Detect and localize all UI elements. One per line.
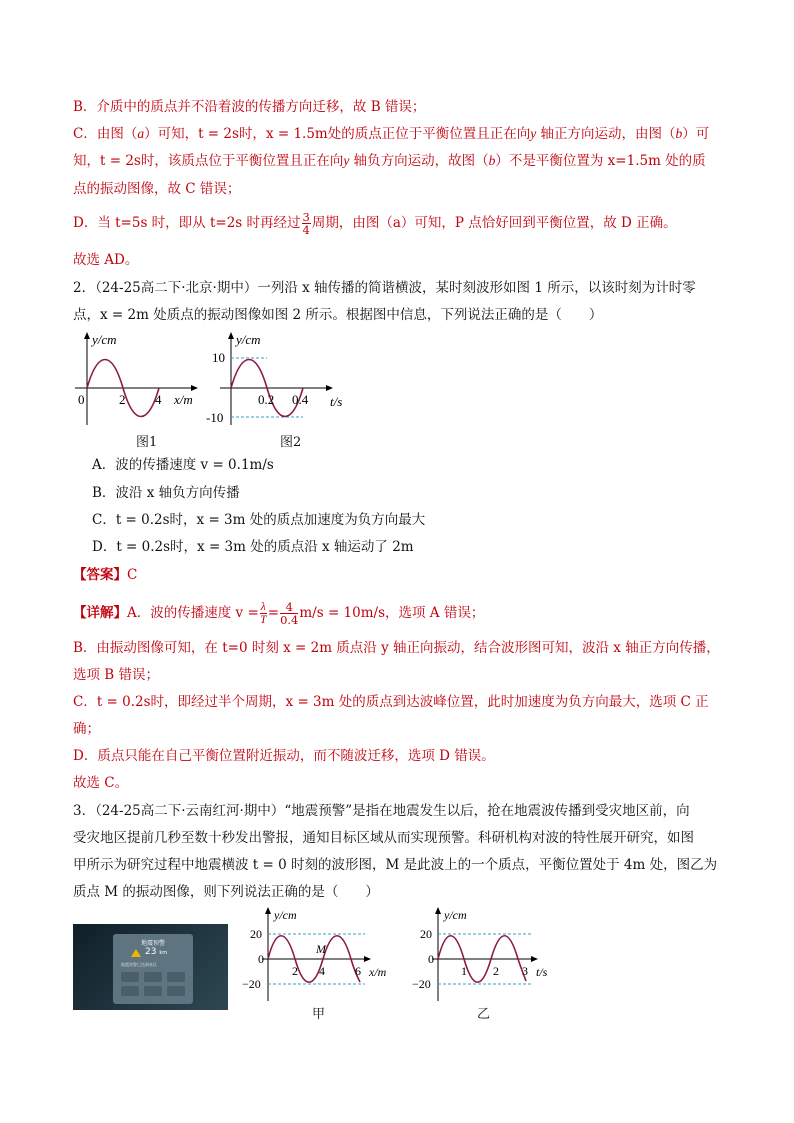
fig2-x-arrow: [326, 385, 333, 391]
dialog-tile-5: [144, 986, 162, 996]
prev-answer-C-line2: 知，t = 2s时，该质点位于平衡位置且正在向y 轴负方向运动，故图（b）不是平衡位置为 x=1.5m 处的质: [73, 153, 706, 169]
phone-dialog: [113, 934, 193, 1004]
figjia-ylabel: y/cm: [274, 908, 297, 922]
q2-detail-C-line1: C．t = 0.2s时，即经过半个周期，x = 3m 处的质点到达波峰位置，此时加速度为负方向最大，选项 C 正: [73, 694, 709, 710]
prev-answer-C-line3: 点的振动图像，故 C 错误；: [73, 181, 241, 197]
q2-detail-B-line2: 选项 B 错误；: [73, 667, 160, 683]
prev-answer-D: D．当 t=5s 时，即从 t=2s 时再经过 $\frac{3}{4}$ 周期，由图（a）可知，P 点恰好回到平衡位置，故 D 正确。: [73, 210, 677, 237]
q2-option-B: B．波沿 x 轴负方向传播: [92, 485, 240, 501]
figyi-tick-3: 3: [522, 964, 528, 978]
fig1-ylabel: y/cm: [92, 332, 117, 347]
figjia-tick-2: 2: [292, 964, 298, 978]
q2-option-A: A．波的传播速度 v = 0.1m/s: [92, 457, 274, 473]
fig2-xlabel: t/s: [330, 394, 343, 409]
fig1-tick-4: 4: [155, 392, 162, 407]
figjia-tick-4: 4: [319, 964, 325, 978]
figjia-origin: 0: [258, 952, 264, 966]
figyi-tick-2: 2: [493, 964, 499, 978]
q3-stem-line3: 甲所示为研究过程中地震横波 t = 0 时刻的波形图，M 是此波上的一个质点，平衡位置处于 4m 处，图乙为: [73, 857, 718, 873]
dialog-tile-3: [167, 972, 185, 982]
q2-detail-D: D．质点只能在自己平衡位置附近振动，而不随波迁移，选项 D 错误。: [73, 748, 495, 764]
figjia-point-M: M: [316, 942, 326, 956]
prev-answer-select: 故选 AD。: [73, 252, 139, 268]
q3-stem-line1: 3．（24-25高二下·云南红河·期中）“地震预警”是指在地震发生以后，抢在地震波传播到受灾地区前，向: [73, 803, 690, 819]
fig1-tick-2: 2: [119, 392, 126, 407]
figyi-origin: 0: [428, 952, 434, 966]
figyi-tick-neg20: −20: [412, 977, 431, 991]
q3-figure-yi-vibration-graph: [398, 905, 558, 1005]
figyi-xlabel: t/s: [536, 965, 548, 979]
q2-stem-line1: 2．（24-25高二下·北京·期中）一列沿 x 轴传播的简谐横波，某时刻波形如图 1 所示，以该时刻为计时零: [73, 280, 696, 296]
figyi-caption: 乙: [477, 1007, 491, 1022]
q2-select: 故选 C。: [73, 775, 129, 791]
dialog-message: 地震预警已达到本区: [121, 962, 157, 967]
q2-figure2-vibration-graph: [200, 330, 350, 430]
fig1-caption: 图1: [136, 435, 158, 450]
fig2-tick-10: 10: [212, 350, 225, 365]
q2-detail-C-line2: 确；: [73, 721, 100, 737]
dialog-distance: 23 km: [145, 947, 168, 957]
figjia-tick-neg20: −20: [242, 977, 261, 991]
figyi-tick-20: 20: [420, 927, 432, 941]
figjia-x-arrow: [364, 956, 371, 962]
figyi-ylabel: y/cm: [444, 908, 467, 922]
fig1-y-arrow: [84, 332, 90, 339]
fig2-tick-neg10: -10: [206, 410, 224, 425]
dialog-tile-1: [121, 972, 139, 982]
figyi-tick-1: 1: [461, 964, 467, 978]
earthquake-warning-photo: [73, 924, 228, 1010]
q2-detail-B-line1: B．由振动图像可知，在 t=0 时刻 x = 2m 质点沿 y 轴正向振动，结合波形图可知，波沿 x 轴正方向传播，: [73, 640, 720, 656]
q2-stem-line2: 点，x = 2m 处质点的振动图像如图 2 所示。根据图中信息，下列说法正确的是（ ）: [73, 307, 603, 323]
fig2-caption: 图2: [280, 435, 302, 450]
dialog-tile-6: [167, 986, 185, 996]
q2-option-C: C．t = 0.2s时，x = 3m 处的质点加速度为负方向最大: [92, 512, 426, 528]
dialog-title: 地震预警: [140, 940, 165, 947]
q3-stem-line4: 质点 M 的振动图像，则下列说法正确的是（ ）: [73, 884, 379, 900]
figjia-tick-20: 20: [250, 927, 262, 941]
q3-stem-line2: 受灾地区提前几秒至数十秒发出警报，通知目标区域从而实现预警。科研机构对波的特性展开研究，如图: [73, 830, 694, 846]
q3-figure-jia-wave-graph: [238, 905, 398, 1005]
warning-icon: [131, 949, 141, 957]
fig1-origin: 0: [78, 392, 85, 407]
figjia-xlabel: x/m: [369, 965, 387, 979]
dialog-tile-4: [121, 986, 139, 996]
figyi-y-arrow: [435, 907, 441, 914]
fig2-tick-0.2: 0.2: [258, 392, 275, 407]
fig2-y-arrow: [228, 332, 234, 339]
figjia-y-arrow: [265, 907, 271, 914]
fig2-ylabel: y/cm: [236, 332, 261, 347]
figjia-caption: 甲: [312, 1007, 326, 1022]
prev-answer-C-line1: C．由图（a）可知，t = 2s时，x = 1.5m处的质点正位于平衡位置且正在向y 轴正方向运动，由图（b）可: [73, 126, 710, 142]
fig2-tick-0.4: 0.4: [292, 392, 309, 407]
q2-detail-A: 【详解】A．波的传播速度 v = $\frac{\lambda}{T}$ = $\frac{4}{0.4}$ m/s = 10m/s，选项 A 错误；: [73, 600, 485, 627]
q2-figure1-wave-graph: [70, 330, 200, 430]
fig1-x-arrow: [191, 385, 198, 391]
q2-option-D: D．t = 0.2s时，x = 3m 处的质点沿 x 轴运动了 2m: [92, 539, 414, 555]
dialog-tile-2: [144, 972, 162, 982]
fig1-xlabel: x/m: [174, 392, 193, 407]
q2-answer: 【答案】C: [73, 567, 138, 583]
figyi-x-arrow: [531, 956, 538, 962]
prev-answer-B: B．介质中的质点并不沿着波的传播方向迁移，故 B 错误；: [73, 99, 426, 115]
figjia-tick-6: 6: [355, 964, 361, 978]
